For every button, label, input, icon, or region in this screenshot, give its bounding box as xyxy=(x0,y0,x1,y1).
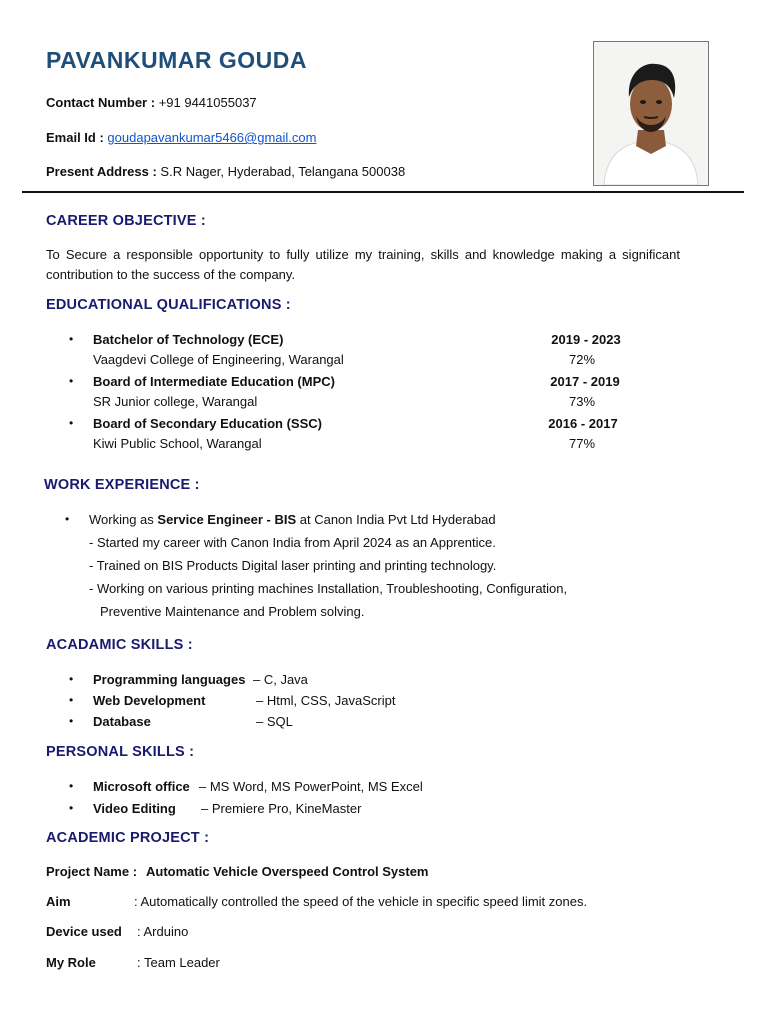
work-intro-suffix: at Canon India Pvt Ltd Hyderabad xyxy=(296,512,496,527)
skill-label: Programming languages xyxy=(93,672,246,687)
candidate-name: PAVANKUMAR GOUDA xyxy=(46,47,307,73)
profile-photo xyxy=(593,41,709,186)
skill-value: – Html, CSS, JavaScript xyxy=(256,693,396,708)
person-portrait-icon xyxy=(594,42,708,185)
contact-separator: : xyxy=(147,95,159,110)
project-name-label: Project Name : xyxy=(46,864,138,879)
education-years: 2017 - 2019 xyxy=(550,374,620,389)
career-objective-text: To Secure a responsible opportunity to fully utilize my training, skills and knowledge making a significant contribution to the success of the company. xyxy=(46,247,680,282)
email-row xyxy=(46,130,316,145)
work-point: Preventive Maintenance and Problem solving. xyxy=(100,604,365,619)
personal-skill-value: – MS Word, MS PowerPoint, MS Excel xyxy=(199,779,423,794)
bullet-icon: • xyxy=(65,512,70,526)
personal-skill-value: – Premiere Pro, KineMaster xyxy=(201,801,362,816)
work-point: - Working on various printing machines Installation, Troubleshooting, Configuration, xyxy=(89,581,568,596)
contact-label: Contact Number xyxy=(46,95,148,110)
work-intro xyxy=(89,512,496,527)
education-score: 72% xyxy=(568,352,596,367)
address-label: Present Address : xyxy=(46,164,157,179)
bullet-icon: • xyxy=(69,332,74,346)
skill-label: Web Development xyxy=(93,693,206,708)
education-years: 2019 - 2023 xyxy=(551,332,621,347)
education-degree: Board of Intermediate Education (MPC) xyxy=(93,374,335,389)
education-score: 73% xyxy=(568,394,596,409)
address-row xyxy=(46,164,405,179)
skill-value: – C, Java xyxy=(253,672,308,687)
career-objective-heading: CAREER OBJECTIVE : xyxy=(46,213,206,229)
education-degree: Batchelor of Technology (ECE) xyxy=(93,332,284,347)
personal-skill-label: Microsoft office xyxy=(93,779,190,794)
education-heading: EDUCATIONAL QUALIFICATIONS : xyxy=(46,297,291,313)
academic-skills-heading: ACADAMIC SKILLS : xyxy=(46,637,193,653)
personal-skills-heading: PERSONAL SKILLS : xyxy=(46,744,195,760)
contact-row xyxy=(46,95,257,110)
contact-number: +91 9441055037 xyxy=(158,95,257,110)
education-institute: SR Junior college, Warangal xyxy=(93,394,258,409)
skill-label: Database xyxy=(93,714,151,729)
education-years: 2016 - 2017 xyxy=(548,416,618,431)
project-device-label: Device used xyxy=(46,924,122,939)
bullet-icon: • xyxy=(69,416,74,430)
bullet-icon: • xyxy=(69,693,74,707)
skill-value: – SQL xyxy=(256,714,293,729)
work-point: - Trained on BIS Products Digital laser printing and printing technology. xyxy=(89,558,497,573)
project-role-label: My Role xyxy=(46,955,96,970)
education-score: 77% xyxy=(568,436,596,451)
work-intro-prefix: Working as xyxy=(89,512,158,527)
work-point: - Started my career with Canon India from April 2024 as an Apprentice. xyxy=(89,535,496,550)
work-experience-heading: WORK EXPERIENCE : xyxy=(44,477,200,493)
academic-project-heading: ACADEMIC PROJECT : xyxy=(46,830,210,846)
education-institute: Vaagdevi College of Engineering, Warangal xyxy=(93,352,344,367)
work-role: Service Engineer - BIS xyxy=(157,512,297,527)
bullet-icon: • xyxy=(69,374,74,388)
project-aim-value: : Automatically controlled the speed of the vehicle in specific speed limit zones. xyxy=(134,894,588,909)
project-name-value: Automatic Vehicle Overspeed Control System xyxy=(146,864,429,879)
project-device-value: : Arduino xyxy=(137,924,189,939)
email-link[interactable]: goudapavankumar5466@gmail.com xyxy=(107,130,317,145)
email-label: Email Id : xyxy=(46,130,104,145)
project-aim-label: Aim xyxy=(46,894,71,909)
bullet-icon: • xyxy=(69,672,74,686)
education-institute: Kiwi Public School, Warangal xyxy=(93,436,262,451)
header-divider xyxy=(22,191,744,193)
education-degree: Board of Secondary Education (SSC) xyxy=(93,416,322,431)
address-value: S.R Nager, Hyderabad, Telangana 500038 xyxy=(160,164,406,179)
bullet-icon: • xyxy=(69,801,74,815)
project-role-value: : Team Leader xyxy=(137,955,220,970)
bullet-icon: • xyxy=(69,779,74,793)
personal-skill-label: Video Editing xyxy=(93,801,176,816)
bullet-icon: • xyxy=(69,714,74,728)
